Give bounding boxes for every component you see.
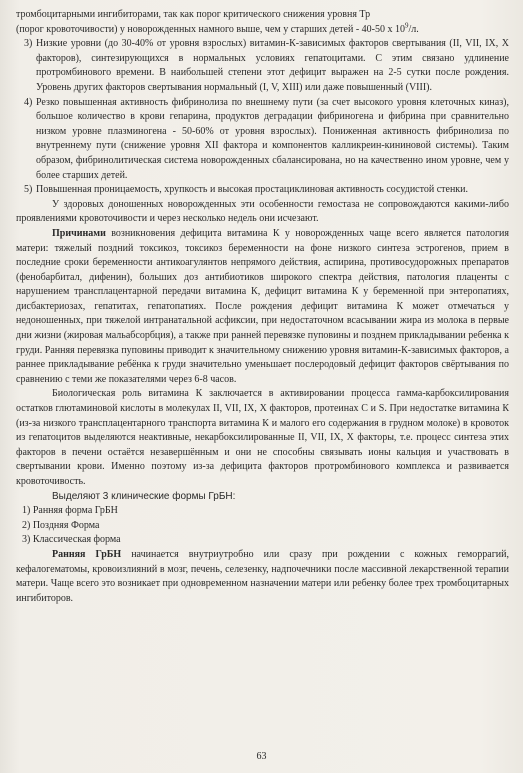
page-number: 63 xyxy=(256,751,267,762)
paragraph-biological-role: Биологическая роль витамина К заключается в активировании процесса гамма-карбоксилирования остатков глютаминовой кислоты в молекулах II, VII, IX, X факторов, протеинах С и S. При недостатке витамина К (из-за низкого трансплацентарного транспорта витамина К и малого его содержания в грудном молоке) в кровоток из гепатоцитов выделяются неактивные, некарбоксилированные II, VII, IX, X факторы, т.е. процесс синтеза этих факторов в печени остаётся незавершённым и они не способны связывать ионы кальция и участвовать в свертывании крови. Именно поэтому из-за дефицита факторов протромбинового комплекса и развивается кровоточивость. xyxy=(16,388,509,487)
early-form-heading: Ранняя ГрБН xyxy=(52,548,122,560)
item-number: 5) xyxy=(24,184,33,196)
paragraph-continuation xyxy=(16,8,509,37)
clinical-forms-title: Выделяют 3 клинические формы ГрБН: xyxy=(52,490,236,502)
item-number: 4) xyxy=(24,96,33,108)
paragraph-early-form xyxy=(16,548,509,606)
text-line: (порог кровоточивости) у новорожденных намного выше, чем у старших детей - 40-50 х 10 xyxy=(16,23,405,35)
item-text: Повышенная проницаемость, хрупкость и высокая простациклиновая активность сосудистой стенки. xyxy=(36,184,469,196)
form-item-late: 2) Поздняя Форма xyxy=(22,519,100,531)
list-item-5 xyxy=(16,183,509,198)
paragraph-causes xyxy=(16,227,509,388)
text-unit: /л. xyxy=(408,23,419,35)
exponent: 9 xyxy=(405,21,409,30)
list-item-3 xyxy=(16,37,509,95)
text-line: тромбоцитарными ингибиторами, так как порог критического снижения уровня Тр xyxy=(16,9,371,20)
causes-text: возникновения дефицита витамина К у новорожденных чаще всего является патология матери: тяжелый поздний токсикоз, токсикоз беременности на фоне низкого синтеза эстрогенов, прием в последние сроки беременности антикоагулянтов непрямого действия, аспирина, противосудорожных препаратов (фенобарбитал, дифенин), больших доз антибиотиков широкого спектра действия, патология плаценты с нарушением трансплацентарной передачи витамина К, дефицит витамина К у беременной при энтеропатиях, дисбактериозах, гепатитах, гепатопатиях. После рождения дефицит витамина К может отмечаться у недоношенных, при тяжелой интранатальной асфиксии, при недостаточном всасывании жира из молока в первые дни жизни (жировая мальабсорбция), а также при ранней перевязке пуповины и позднем прикладывании ребенка к груди. Ранняя перевязка пуповины приводит к значительному снижению уровня витамин-К-зависимых факторов, а раннее прикладывание ребёнка к груди значительно уменьшает послеродовый дефицит факторов свёртывания по сравнению с теми же показателями через 6-8 часов. xyxy=(16,227,509,385)
item-text: Низкие уровни (до 30-40% от уровня взрослых) витамин-К-зависимых факторов свертывания (II, VII, IX, X факторов), синтезирующихся в нормальных условиях гепатоцитами. С этим связано удлинение протромбинового времени. В наибольшей степени этот дефицит выражен на 2-5 сутки после рождения. Уровень других факторов свертывания нормальный (I, V, XIII) или даже повышенный (VIII). xyxy=(36,38,509,93)
form-item-early: 1) Ранняя форма ГрБН xyxy=(22,505,118,517)
item-number: 3) xyxy=(24,38,33,50)
item-text: Резко повышенная активность фибринолиза по внешнему пути (за счет высокого уровня клеточных киназ), большое количество в крови гепарина, продуктов деградации фибриногена и фибрина при сравнительно низком уровне плазминогена - 50-60% от уровня взрослых). Пониженная активность фибринолиза по внутреннему пути (снижение уровня XII фактора и компонентов калликреин-кининовой системы). Таким образом, фибринолитическая система новорожденных сбалансирована, но на качественно ином уровне, чем у более старших детей. xyxy=(36,96,509,181)
paragraph-healthy-newborns: У здоровых доношенных новорожденных эти особенности гемостаза не сопровождаются какими-либо проявлениями кровоточивости и через несколько недель они исчезают. xyxy=(16,198,509,225)
form-item-classic: 3) Классическая форма xyxy=(22,534,121,546)
early-form-text: начинается внутриутробно или сразу при рождении с кожных геморрагий, кефалогематомы, кровоизлияний в мозг, печень, селезенку, надпочечники после массивной лекарственной терапии матери. Чаще всего это возникает при одновременном назначении матери или ребенку более трех тромбоцитарных ингибиторов. xyxy=(16,548,510,604)
clinical-forms-list xyxy=(16,504,509,548)
list-item-4 xyxy=(16,96,509,184)
causes-heading: Причинами xyxy=(52,227,106,239)
